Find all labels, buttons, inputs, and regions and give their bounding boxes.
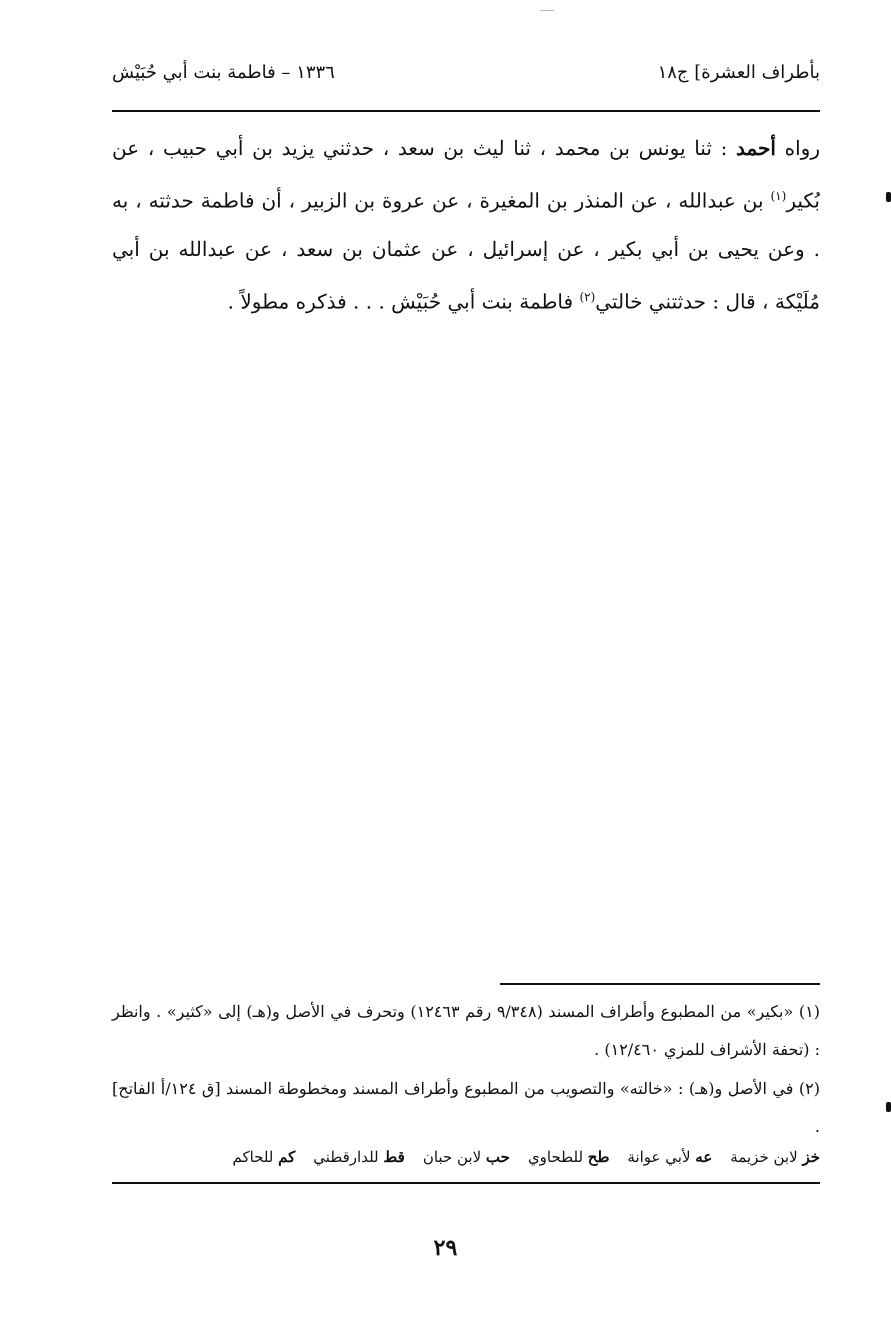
- footnote-ref-1[interactable]: (١): [770, 189, 787, 203]
- running-header: [112, 62, 820, 92]
- main-text-part: رواه: [775, 136, 820, 160]
- header-entry-title: ١٣٣٦ – فاطمة بنت أبي حُبَيْش: [112, 62, 335, 83]
- scan-mark: [540, 10, 554, 11]
- abbreviation-item: عه لأبي عوانة: [627, 1148, 713, 1166]
- abbreviation-key: [112, 1142, 820, 1172]
- abbreviation-rule: [112, 1182, 820, 1184]
- footnote-2: (٢) في الأصل و(هـ) : «خالته» والتصويب من المطبوع وأطراف المسند ومخطوطة المسند [ق ١٢٤/أ الفاتح] .: [112, 1079, 821, 1136]
- abbreviation-item: طح للطحاوي: [527, 1148, 610, 1166]
- narrator-name: أحمد: [735, 136, 776, 160]
- footnote-ref-2[interactable]: (٢): [579, 289, 596, 304]
- abbreviation-item: قط للدارقطني: [313, 1148, 405, 1166]
- main-text-part: فاطمة بنت أبي حُبَيْش . . . فذكره مطولاً .: [227, 289, 580, 314]
- margin-mark: [886, 1102, 891, 1112]
- main-text-part: بن عبدالله ، عن المنذر بن المغيرة ، عن عروة بن الزبير ، أن فاطمة حدثته ، به . وعن يحيى بن أبي بكير ، عن إسرائيل ، عن عثمان بن سعد ، عن عبدالله بن أبي مُلَيْكة ، قال : حدثتني خالتي: [112, 188, 820, 314]
- abbreviation-item: خز لابن خزيمة: [730, 1148, 820, 1166]
- header-rule: [112, 110, 820, 112]
- page-number: ٢٩: [433, 1235, 458, 1261]
- abbreviation-item: كم للحاكم: [232, 1148, 296, 1166]
- margin-mark: [886, 192, 891, 202]
- abbreviation-item: حب لابن حبان: [422, 1148, 510, 1166]
- main-text-part: : ثنا يونس بن محمد ، ثنا ليث بن سعد ، حدثني يزيد بن أبي حبيب ، عن بُكير: [112, 136, 820, 213]
- header-book-title: بأطراف العشرة] ج١٨: [657, 62, 820, 83]
- footnote-1: (١) «بكير» من المطبوع وأطراف المسند (٩/٣٤٨ رقم ١٢٤٦٣) وتحرف في الأصل و(هـ) إلى «كثير» . وانظر : (تحفة الأشراف للمزي ١٢/٤٦٠) .: [112, 1002, 820, 1059]
- footnote-rule: [500, 983, 820, 985]
- main-text: [112, 124, 820, 325]
